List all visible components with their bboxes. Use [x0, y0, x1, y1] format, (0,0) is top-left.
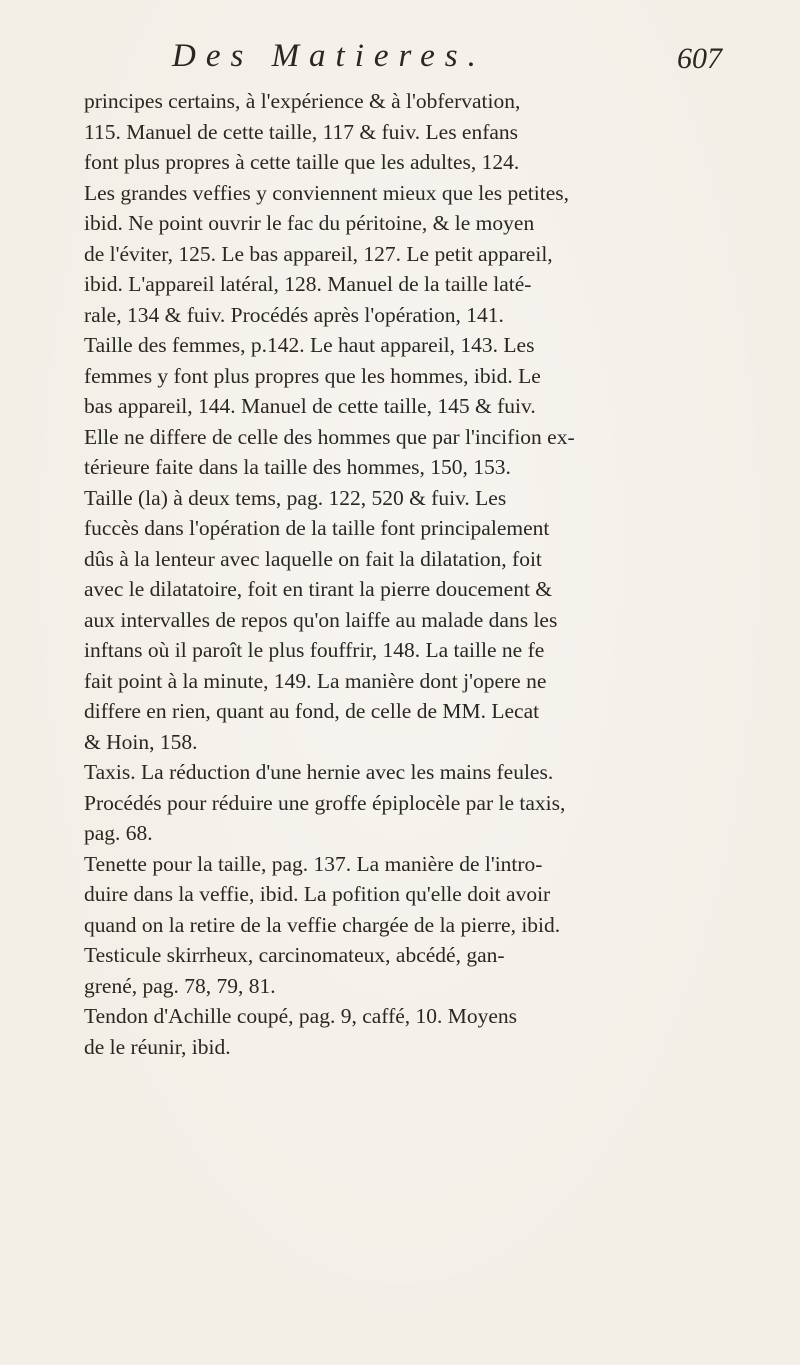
- index-entry-tendon-achille: [84, 1001, 760, 1062]
- index-entry-testicule: [84, 940, 760, 1001]
- text-line: de le réunir, ibid.: [84, 1034, 231, 1059]
- page-number: 607: [677, 42, 722, 75]
- text-line: Procédés pour réduire une groffe épiplocèle par le taxis,: [84, 790, 566, 815]
- text-line: ibid. Ne point ouvrir le fac du péritoine, & le moyen: [84, 211, 535, 235]
- text-line: duire dans la veffie, ibid. La pofition qu'elle doit avoir: [84, 882, 551, 906]
- text-line: dûs à la lenteur avec laquelle on fait la dilatation, foit: [84, 546, 542, 571]
- text-line: Taille des femmes, p.142. Le haut appareil, 143. Les: [84, 333, 535, 357]
- text-line: Tenette pour la taille, pag. 137. La manière de l'intro-: [84, 851, 543, 876]
- index-entry-taxis: [84, 757, 760, 849]
- text-line: 115. Manuel de cette taille, 117 & fuiv. Les enfans: [84, 119, 519, 144]
- running-header: [172, 38, 732, 78]
- text-line: quand on la retire de la veffie chargée de la pierre, ibid.: [84, 912, 561, 937]
- text-line: pag. 68.: [84, 821, 153, 845]
- index-entry-taille-deux-tems: [84, 483, 760, 758]
- text-line: aux intervalles de repos qu'on laiffe au malade dans les: [84, 607, 558, 632]
- index-entry-taille-hommes: [84, 86, 760, 330]
- text-line: inftans où il paroît le plus fouffrir, 148. La taille ne fe: [84, 638, 545, 662]
- header-title: Des Matieres.: [172, 38, 486, 74]
- text-line: fait point à la minute, 149. La manière dont j'opere ne: [84, 668, 547, 693]
- text-line: rale, 134 & fuiv. Procédés après l'opération, 141.: [84, 302, 504, 327]
- text-line: Tendon d'Achille coupé, pag. 9, caffé, 10. Moyens: [84, 1004, 518, 1028]
- index-entry-taille-femmes: [84, 330, 760, 483]
- text-line: Elle ne differe de celle des hommes que par l'incifion ex-: [84, 424, 575, 449]
- text-line: font plus propres à cette taille que les adultes, 124.: [84, 150, 520, 174]
- text-line: avec le dilatatoire, foit en tirant la pierre doucement &: [84, 577, 553, 601]
- text-line: grené, pag. 78, 79, 81.: [84, 973, 276, 998]
- text-line: bas appareil, 144. Manuel de cette taille, 145 & fuiv.: [84, 394, 536, 418]
- text-line: Les grandes veffies y conviennent mieux que les petites,: [84, 180, 569, 205]
- text-line: térieure faite dans la taille des hommes, 150, 153.: [84, 455, 511, 479]
- text-line: Taille (la) à deux tems, pag. 122, 520 & fuiv. Les: [84, 485, 507, 510]
- text-line: de l'éviter, 125. Le bas appareil, 127. Le petit appareil,: [84, 241, 553, 266]
- text-line: principes certains, à l'expérience & à l'obfervation,: [84, 89, 521, 113]
- text-line: Testicule skirrheux, carcinomateux, abcédé, gan-: [84, 943, 505, 967]
- index-text: [84, 86, 760, 1062]
- text-line: fuccès dans l'opération de la taille font principalement: [84, 516, 550, 540]
- text-line: differe en rien, quant au fond, de celle de MM. Lecat: [84, 699, 540, 723]
- text-line: Taxis. La réduction d'une hernie avec les mains feules.: [84, 760, 554, 784]
- text-line: ibid. L'appareil latéral, 128. Manuel de la taille laté-: [84, 272, 532, 296]
- index-entry-tenette: [84, 849, 760, 941]
- text-line: & Hoin, 158.: [84, 729, 198, 754]
- text-line: femmes y font plus propres que les hommes, ibid. Le: [84, 363, 541, 388]
